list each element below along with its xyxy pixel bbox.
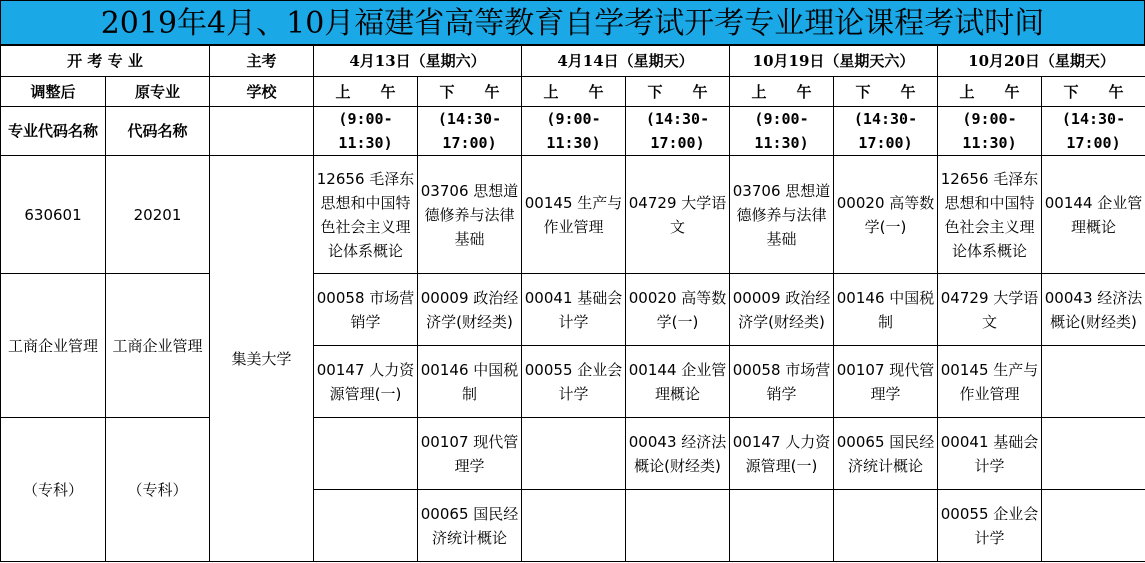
page-title: 2019年4月、10月福建省高等教育自学考试开考专业理论课程考试时间 (0, 0, 1145, 45)
exam-schedule-table (0, 45, 1145, 562)
course-cell (314, 418, 418, 490)
course-cell: 00065 国民经济统计概论 (418, 490, 522, 562)
table-row (1, 274, 1145, 346)
exam-school: 集美大学 (210, 156, 314, 562)
time-am: (9:00-11:30) (730, 107, 834, 156)
course-cell: 00058 市场营销学 (730, 346, 834, 418)
time-am: (9:00-11:30) (938, 107, 1042, 156)
course-cell: 00146 中国税制 (418, 346, 522, 418)
time-pm: (14:30-17:00) (1042, 107, 1145, 156)
course-cell: 00144 企业管理概论 (1042, 156, 1145, 274)
pm-header: 下 午 (1042, 77, 1145, 107)
date-header: 10月20日（星期天） (938, 46, 1145, 77)
course-cell: 00020 高等数学(一) (626, 274, 730, 346)
course-cell (626, 490, 730, 562)
school-header: 学校 (210, 77, 314, 107)
course-cell (522, 418, 626, 490)
original-major-header: 原专业 (106, 77, 210, 107)
code-name-header: 专业代码名称 (1, 107, 106, 156)
course-cell (314, 490, 418, 562)
course-cell: 00107 现代管理学 (834, 346, 938, 418)
course-cell: 00009 政治经济学(财经类) (418, 274, 522, 346)
course-cell: 04729 大学语文 (626, 156, 730, 274)
pm-header: 下 午 (834, 77, 938, 107)
table-row (1, 418, 1145, 490)
course-cell: 12656 毛泽东思想和中国特色社会主义理论体系概论 (938, 156, 1042, 274)
course-cell: 00147 人力资源管理(一) (314, 346, 418, 418)
course-cell: 03706 思想道德修养与法律基础 (418, 156, 522, 274)
adjusted-major-level: （专科） (1, 418, 106, 562)
course-cell: 00065 国民经济统计概论 (834, 418, 938, 490)
course-cell (834, 490, 938, 562)
am-header: 上 午 (938, 77, 1042, 107)
am-header: 上 午 (314, 77, 418, 107)
course-cell: 00145 生产与作业管理 (938, 346, 1042, 418)
am-header: 上 午 (730, 77, 834, 107)
course-cell (1042, 346, 1145, 418)
date-header: 10月19日（星期天六） (730, 46, 938, 77)
course-cell: 03706 思想道德修养与法律基础 (730, 156, 834, 274)
course-cell: 00009 政治经济学(财经类) (730, 274, 834, 346)
date-header: 4月14日（星期天） (522, 46, 730, 77)
course-cell: 00043 经济法概论(财经类) (1042, 274, 1145, 346)
major-group-header: 开 考 专 业 (1, 46, 210, 77)
original-major-level: （专科） (106, 418, 210, 562)
time-am: (9:00-11:30) (522, 107, 626, 156)
adjusted-major-code: 630601 (1, 156, 106, 274)
course-cell: 00147 人力资源管理(一) (730, 418, 834, 490)
course-cell (522, 490, 626, 562)
course-cell (1042, 490, 1145, 562)
course-cell (1042, 418, 1145, 490)
course-cell: 04729 大学语文 (938, 274, 1042, 346)
original-major-code: 20201 (106, 156, 210, 274)
course-cell: 00107 现代管理学 (418, 418, 522, 490)
course-cell: 00020 高等数学(一) (834, 156, 938, 274)
date-header: 4月13日（星期六） (314, 46, 522, 77)
time-am: (9:00-11:30) (314, 107, 418, 156)
table-row (1, 156, 1145, 274)
course-cell: 00041 基础会计学 (938, 418, 1042, 490)
adjusted-major-name: 工商企业管理 (1, 274, 106, 418)
course-cell: 00058 市场营销学 (314, 274, 418, 346)
course-cell: 00144 企业管理概论 (626, 346, 730, 418)
time-pm: (14:30-17:00) (834, 107, 938, 156)
am-header: 上 午 (522, 77, 626, 107)
course-cell: 00043 经济法概论(财经类) (626, 418, 730, 490)
course-cell: 00055 企业会计学 (938, 490, 1042, 562)
school-column-header: 主考 (210, 46, 314, 77)
course-cell: 00146 中国税制 (834, 274, 938, 346)
original-major-name: 工商企业管理 (106, 274, 210, 418)
time-pm: (14:30-17:00) (626, 107, 730, 156)
code-name-header: 代码名称 (106, 107, 210, 156)
adjusted-major-header: 调整后 (1, 77, 106, 107)
course-cell: 00055 企业会计学 (522, 346, 626, 418)
course-cell: 12656 毛泽东思想和中国特色社会主义理论体系概论 (314, 156, 418, 274)
pm-header: 下 午 (626, 77, 730, 107)
course-cell (730, 490, 834, 562)
course-cell: 00041 基础会计学 (522, 274, 626, 346)
time-pm: (14:30-17:00) (418, 107, 522, 156)
empty-cell (210, 107, 314, 156)
course-cell: 00145 生产与作业管理 (522, 156, 626, 274)
pm-header: 下 午 (418, 77, 522, 107)
